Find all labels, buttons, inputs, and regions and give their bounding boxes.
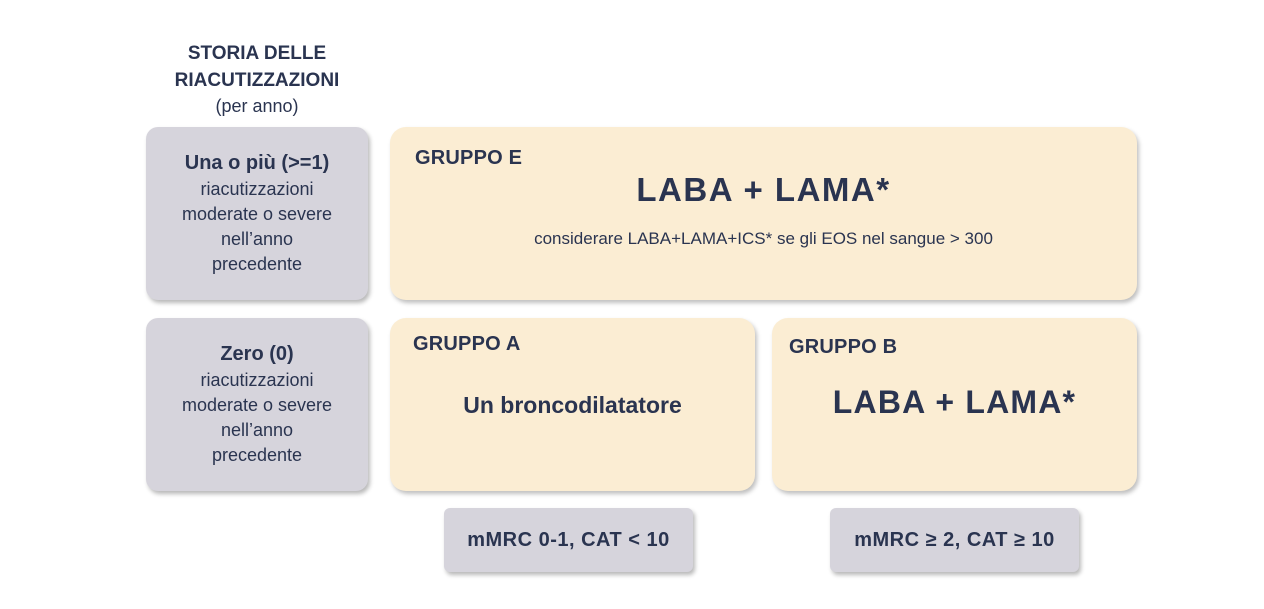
symptom-label-high: mMRC ≥ 2, CAT ≥ 10 (830, 508, 1079, 572)
row-label-zero (146, 318, 368, 491)
row-label-line: nell’anno (220, 229, 294, 249)
group-e-box (390, 127, 1137, 300)
group-a-therapy: Un broncodilatatore (463, 392, 682, 418)
header-line-3: (per anno) (215, 96, 299, 116)
group-e-note: considerare LABA+LAMA+ICS* se gli EOS nel sangue > 300 (534, 229, 993, 248)
group-b-box (772, 318, 1137, 491)
row-label-one-or-more (146, 127, 368, 300)
row-label-line: moderate o severe (181, 204, 333, 224)
group-b-title: GRUPPO B (789, 336, 898, 358)
row-label-lead: Una o più (>=1) (184, 152, 330, 174)
row-label-lead: Zero (0) (220, 343, 294, 365)
group-a-box (390, 318, 755, 491)
header-line-2: RIACUTIZZAZIONI (174, 70, 340, 91)
row-label-line: nell’anno (220, 420, 294, 440)
row-label-line: riacutizzazioni (200, 370, 314, 390)
row-label-line: moderate o severe (181, 395, 333, 415)
group-e-title: GRUPPO E (415, 147, 523, 169)
header-line-1: STORIA DELLE (187, 43, 327, 64)
exacerbation-history-header (146, 40, 368, 118)
symptom-label-low: mMRC 0-1, CAT < 10 (444, 508, 693, 572)
group-e-therapy: LABA + LAMA* (636, 171, 891, 208)
row-label-line: precedente (211, 445, 303, 465)
row-label-line: riacutizzazioni (200, 179, 314, 199)
group-a-title: GRUPPO A (413, 333, 521, 355)
row-label-line: precedente (211, 254, 303, 274)
group-b-therapy: LABA + LAMA* (832, 384, 1077, 420)
